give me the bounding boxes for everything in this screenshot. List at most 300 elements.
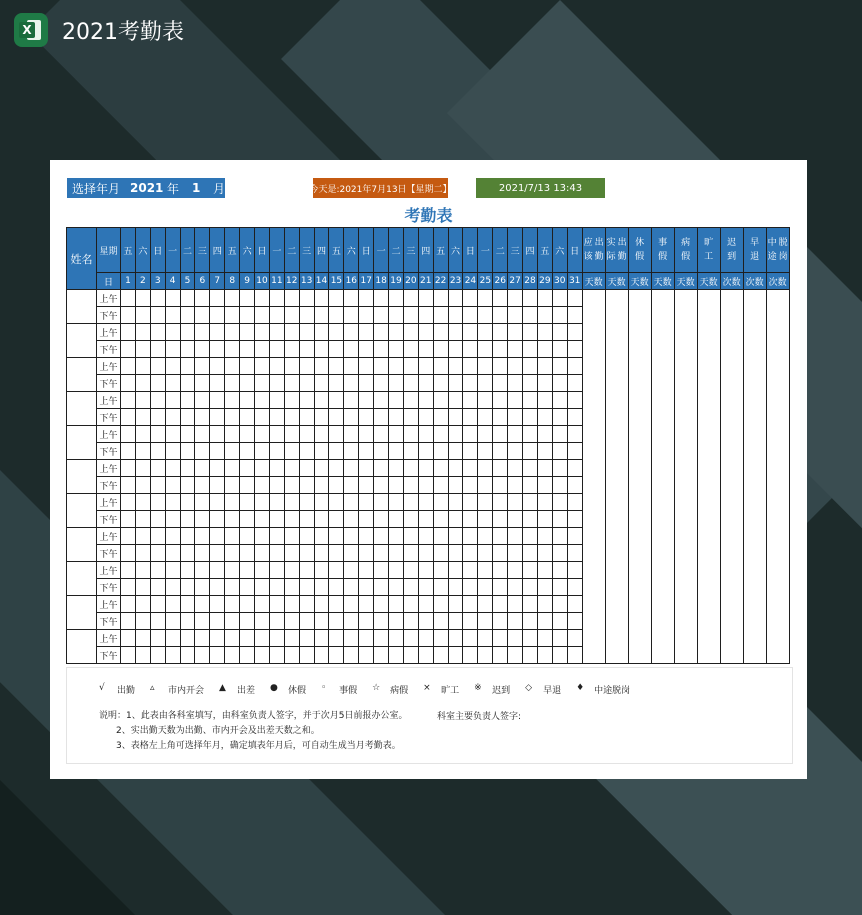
attendance-cell[interactable] <box>225 290 240 307</box>
employee-name-cell[interactable] <box>67 562 97 596</box>
attendance-cell[interactable] <box>269 579 284 596</box>
attendance-cell[interactable] <box>165 324 180 341</box>
attendance-cell[interactable] <box>508 494 523 511</box>
attendance-cell[interactable] <box>210 460 225 477</box>
attendance-cell[interactable] <box>225 307 240 324</box>
attendance-cell[interactable] <box>463 613 478 630</box>
attendance-cell[interactable] <box>448 630 463 647</box>
employee-name-cell[interactable] <box>67 528 97 562</box>
attendance-cell[interactable] <box>403 324 418 341</box>
attendance-cell[interactable] <box>150 409 165 426</box>
attendance-cell[interactable] <box>269 630 284 647</box>
attendance-cell[interactable] <box>269 341 284 358</box>
attendance-cell[interactable] <box>329 460 344 477</box>
attendance-cell[interactable] <box>329 562 344 579</box>
attendance-cell[interactable] <box>284 613 299 630</box>
attendance-cell[interactable] <box>195 307 210 324</box>
attendance-cell[interactable] <box>433 426 448 443</box>
attendance-cell[interactable] <box>359 324 374 341</box>
attendance-cell[interactable] <box>180 443 195 460</box>
attendance-cell[interactable] <box>403 375 418 392</box>
attendance-cell[interactable] <box>135 307 150 324</box>
attendance-cell[interactable] <box>463 341 478 358</box>
attendance-cell[interactable] <box>269 477 284 494</box>
attendance-cell[interactable] <box>463 511 478 528</box>
attendance-cell[interactable] <box>463 545 478 562</box>
attendance-cell[interactable] <box>299 647 314 664</box>
attendance-cell[interactable] <box>389 477 404 494</box>
attendance-cell[interactable] <box>314 324 329 341</box>
attendance-cell[interactable] <box>478 307 493 324</box>
attendance-cell[interactable] <box>567 596 582 613</box>
attendance-cell[interactable] <box>463 324 478 341</box>
attendance-cell[interactable] <box>478 392 493 409</box>
attendance-cell[interactable] <box>314 426 329 443</box>
attendance-cell[interactable] <box>150 358 165 375</box>
attendance-cell[interactable] <box>389 392 404 409</box>
attendance-cell[interactable] <box>567 647 582 664</box>
attendance-cell[interactable] <box>463 443 478 460</box>
attendance-cell[interactable] <box>210 511 225 528</box>
attendance-cell[interactable] <box>240 511 255 528</box>
attendance-cell[interactable] <box>359 375 374 392</box>
attendance-cell[interactable] <box>403 579 418 596</box>
attendance-cell[interactable] <box>389 307 404 324</box>
attendance-cell[interactable] <box>344 596 359 613</box>
attendance-cell[interactable] <box>314 545 329 562</box>
attendance-cell[interactable] <box>374 324 389 341</box>
attendance-cell[interactable] <box>299 630 314 647</box>
attendance-cell[interactable] <box>180 409 195 426</box>
attendance-cell[interactable] <box>523 324 538 341</box>
attendance-cell[interactable] <box>284 443 299 460</box>
year-value[interactable]: 2021 <box>130 181 164 195</box>
attendance-cell[interactable] <box>180 562 195 579</box>
attendance-cell[interactable] <box>329 443 344 460</box>
attendance-cell[interactable] <box>359 596 374 613</box>
attendance-cell[interactable] <box>493 409 508 426</box>
attendance-cell[interactable] <box>403 460 418 477</box>
attendance-cell[interactable] <box>121 528 136 545</box>
attendance-cell[interactable] <box>255 460 270 477</box>
attendance-cell[interactable] <box>165 341 180 358</box>
attendance-cell[interactable] <box>210 579 225 596</box>
attendance-cell[interactable] <box>180 392 195 409</box>
attendance-cell[interactable] <box>374 375 389 392</box>
attendance-cell[interactable] <box>299 443 314 460</box>
attendance-cell[interactable] <box>567 528 582 545</box>
attendance-cell[interactable] <box>240 409 255 426</box>
attendance-cell[interactable] <box>537 545 552 562</box>
attendance-cell[interactable] <box>225 562 240 579</box>
attendance-cell[interactable] <box>255 562 270 579</box>
attendance-cell[interactable] <box>150 579 165 596</box>
attendance-cell[interactable] <box>508 409 523 426</box>
summary-cell[interactable] <box>766 290 789 664</box>
attendance-cell[interactable] <box>225 477 240 494</box>
attendance-cell[interactable] <box>552 545 567 562</box>
attendance-cell[interactable] <box>493 426 508 443</box>
attendance-cell[interactable] <box>478 528 493 545</box>
attendance-cell[interactable] <box>433 647 448 664</box>
attendance-cell[interactable] <box>433 477 448 494</box>
attendance-cell[interactable] <box>255 341 270 358</box>
attendance-cell[interactable] <box>552 409 567 426</box>
attendance-cell[interactable] <box>552 290 567 307</box>
attendance-cell[interactable] <box>240 358 255 375</box>
attendance-cell[interactable] <box>552 511 567 528</box>
attendance-cell[interactable] <box>418 630 433 647</box>
attendance-cell[interactable] <box>344 477 359 494</box>
employee-name-cell[interactable] <box>67 494 97 528</box>
attendance-cell[interactable] <box>493 528 508 545</box>
attendance-cell[interactable] <box>567 426 582 443</box>
attendance-cell[interactable] <box>433 630 448 647</box>
attendance-cell[interactable] <box>240 494 255 511</box>
attendance-cell[interactable] <box>240 630 255 647</box>
attendance-cell[interactable] <box>433 494 448 511</box>
attendance-cell[interactable] <box>314 392 329 409</box>
attendance-cell[interactable] <box>195 562 210 579</box>
attendance-cell[interactable] <box>329 341 344 358</box>
attendance-cell[interactable] <box>329 596 344 613</box>
attendance-cell[interactable] <box>165 443 180 460</box>
attendance-cell[interactable] <box>240 647 255 664</box>
attendance-cell[interactable] <box>508 460 523 477</box>
attendance-cell[interactable] <box>552 528 567 545</box>
attendance-cell[interactable] <box>210 409 225 426</box>
attendance-cell[interactable] <box>329 545 344 562</box>
attendance-cell[interactable] <box>240 562 255 579</box>
attendance-cell[interactable] <box>523 375 538 392</box>
attendance-cell[interactable] <box>374 545 389 562</box>
attendance-cell[interactable] <box>284 341 299 358</box>
attendance-cell[interactable] <box>389 528 404 545</box>
attendance-cell[interactable] <box>195 324 210 341</box>
attendance-cell[interactable] <box>165 630 180 647</box>
attendance-cell[interactable] <box>478 409 493 426</box>
attendance-cell[interactable] <box>493 324 508 341</box>
attendance-cell[interactable] <box>478 290 493 307</box>
attendance-cell[interactable] <box>165 613 180 630</box>
attendance-cell[interactable] <box>210 528 225 545</box>
attendance-cell[interactable] <box>493 545 508 562</box>
attendance-cell[interactable] <box>463 409 478 426</box>
attendance-cell[interactable] <box>329 477 344 494</box>
attendance-cell[interactable] <box>552 460 567 477</box>
attendance-cell[interactable] <box>448 647 463 664</box>
attendance-cell[interactable] <box>180 477 195 494</box>
attendance-cell[interactable] <box>359 579 374 596</box>
attendance-cell[interactable] <box>225 630 240 647</box>
attendance-cell[interactable] <box>240 392 255 409</box>
attendance-cell[interactable] <box>493 358 508 375</box>
attendance-cell[interactable] <box>493 375 508 392</box>
attendance-cell[interactable] <box>403 511 418 528</box>
attendance-cell[interactable] <box>165 307 180 324</box>
attendance-cell[interactable] <box>418 409 433 426</box>
attendance-cell[interactable] <box>523 443 538 460</box>
summary-cell[interactable] <box>605 290 628 664</box>
attendance-cell[interactable] <box>448 528 463 545</box>
summary-cell[interactable] <box>651 290 674 664</box>
attendance-cell[interactable] <box>255 426 270 443</box>
attendance-cell[interactable] <box>508 630 523 647</box>
attendance-cell[interactable] <box>225 647 240 664</box>
attendance-cell[interactable] <box>552 392 567 409</box>
attendance-cell[interactable] <box>537 477 552 494</box>
attendance-cell[interactable] <box>344 375 359 392</box>
attendance-cell[interactable] <box>403 630 418 647</box>
attendance-cell[interactable] <box>150 341 165 358</box>
attendance-cell[interactable] <box>552 443 567 460</box>
attendance-cell[interactable] <box>180 579 195 596</box>
attendance-cell[interactable] <box>210 290 225 307</box>
attendance-cell[interactable] <box>255 392 270 409</box>
attendance-cell[interactable] <box>121 375 136 392</box>
attendance-cell[interactable] <box>374 426 389 443</box>
attendance-cell[interactable] <box>121 443 136 460</box>
attendance-cell[interactable] <box>418 477 433 494</box>
attendance-cell[interactable] <box>389 443 404 460</box>
attendance-cell[interactable] <box>418 358 433 375</box>
attendance-cell[interactable] <box>165 358 180 375</box>
attendance-cell[interactable] <box>344 511 359 528</box>
attendance-cell[interactable] <box>433 375 448 392</box>
attendance-cell[interactable] <box>418 341 433 358</box>
attendance-cell[interactable] <box>121 341 136 358</box>
attendance-cell[interactable] <box>403 392 418 409</box>
attendance-cell[interactable] <box>195 630 210 647</box>
attendance-cell[interactable] <box>269 290 284 307</box>
attendance-cell[interactable] <box>240 477 255 494</box>
attendance-cell[interactable] <box>493 290 508 307</box>
attendance-cell[interactable] <box>269 545 284 562</box>
attendance-cell[interactable] <box>389 511 404 528</box>
attendance-cell[interactable] <box>374 290 389 307</box>
attendance-cell[interactable] <box>433 324 448 341</box>
attendance-cell[interactable] <box>433 409 448 426</box>
attendance-cell[interactable] <box>180 426 195 443</box>
attendance-cell[interactable] <box>121 324 136 341</box>
attendance-cell[interactable] <box>389 324 404 341</box>
attendance-cell[interactable] <box>448 324 463 341</box>
attendance-cell[interactable] <box>403 409 418 426</box>
attendance-cell[interactable] <box>567 545 582 562</box>
attendance-cell[interactable] <box>403 528 418 545</box>
attendance-cell[interactable] <box>195 426 210 443</box>
attendance-cell[interactable] <box>493 613 508 630</box>
attendance-cell[interactable] <box>269 494 284 511</box>
attendance-cell[interactable] <box>493 307 508 324</box>
attendance-cell[interactable] <box>225 426 240 443</box>
attendance-cell[interactable] <box>240 613 255 630</box>
attendance-cell[interactable] <box>329 324 344 341</box>
attendance-cell[interactable] <box>135 562 150 579</box>
employee-name-cell[interactable] <box>67 324 97 358</box>
attendance-cell[interactable] <box>359 528 374 545</box>
attendance-cell[interactable] <box>121 596 136 613</box>
attendance-cell[interactable] <box>314 528 329 545</box>
attendance-cell[interactable] <box>508 341 523 358</box>
attendance-cell[interactable] <box>165 290 180 307</box>
attendance-cell[interactable] <box>255 545 270 562</box>
attendance-cell[interactable] <box>344 545 359 562</box>
attendance-cell[interactable] <box>359 647 374 664</box>
attendance-cell[interactable] <box>314 494 329 511</box>
attendance-cell[interactable] <box>448 477 463 494</box>
attendance-cell[interactable] <box>135 647 150 664</box>
attendance-cell[interactable] <box>240 443 255 460</box>
attendance-cell[interactable] <box>210 647 225 664</box>
attendance-cell[interactable] <box>448 358 463 375</box>
attendance-cell[interactable] <box>478 545 493 562</box>
attendance-cell[interactable] <box>478 460 493 477</box>
attendance-cell[interactable] <box>448 409 463 426</box>
attendance-cell[interactable] <box>493 341 508 358</box>
attendance-cell[interactable] <box>433 392 448 409</box>
attendance-cell[interactable] <box>567 579 582 596</box>
attendance-cell[interactable] <box>240 307 255 324</box>
attendance-cell[interactable] <box>374 460 389 477</box>
attendance-cell[interactable] <box>135 545 150 562</box>
attendance-cell[interactable] <box>284 647 299 664</box>
attendance-cell[interactable] <box>180 511 195 528</box>
attendance-cell[interactable] <box>195 443 210 460</box>
attendance-cell[interactable] <box>165 511 180 528</box>
attendance-cell[interactable] <box>269 613 284 630</box>
attendance-cell[interactable] <box>567 443 582 460</box>
attendance-cell[interactable] <box>523 596 538 613</box>
attendance-cell[interactable] <box>150 324 165 341</box>
attendance-cell[interactable] <box>448 511 463 528</box>
attendance-cell[interactable] <box>314 613 329 630</box>
attendance-cell[interactable] <box>299 307 314 324</box>
attendance-cell[interactable] <box>269 511 284 528</box>
attendance-cell[interactable] <box>344 443 359 460</box>
attendance-cell[interactable] <box>359 409 374 426</box>
attendance-cell[interactable] <box>284 545 299 562</box>
attendance-cell[interactable] <box>389 290 404 307</box>
attendance-cell[interactable] <box>344 494 359 511</box>
attendance-cell[interactable] <box>537 307 552 324</box>
attendance-cell[interactable] <box>463 392 478 409</box>
attendance-cell[interactable] <box>448 460 463 477</box>
attendance-cell[interactable] <box>478 443 493 460</box>
attendance-cell[interactable] <box>150 477 165 494</box>
attendance-cell[interactable] <box>299 460 314 477</box>
attendance-cell[interactable] <box>448 290 463 307</box>
attendance-cell[interactable] <box>418 426 433 443</box>
attendance-cell[interactable] <box>478 477 493 494</box>
attendance-cell[interactable] <box>463 596 478 613</box>
attendance-cell[interactable] <box>195 341 210 358</box>
attendance-cell[interactable] <box>299 511 314 528</box>
attendance-cell[interactable] <box>165 562 180 579</box>
attendance-cell[interactable] <box>255 647 270 664</box>
attendance-cell[interactable] <box>403 290 418 307</box>
attendance-cell[interactable] <box>389 579 404 596</box>
attendance-cell[interactable] <box>374 341 389 358</box>
attendance-cell[interactable] <box>195 596 210 613</box>
attendance-cell[interactable] <box>269 460 284 477</box>
attendance-cell[interactable] <box>269 647 284 664</box>
attendance-cell[interactable] <box>329 647 344 664</box>
attendance-cell[interactable] <box>284 562 299 579</box>
attendance-cell[interactable] <box>195 460 210 477</box>
attendance-cell[interactable] <box>255 358 270 375</box>
attendance-cell[interactable] <box>180 341 195 358</box>
attendance-cell[interactable] <box>121 290 136 307</box>
attendance-cell[interactable] <box>150 307 165 324</box>
attendance-cell[interactable] <box>284 460 299 477</box>
attendance-cell[interactable] <box>240 528 255 545</box>
attendance-cell[interactable] <box>344 647 359 664</box>
attendance-cell[interactable] <box>329 409 344 426</box>
attendance-cell[interactable] <box>418 392 433 409</box>
attendance-cell[interactable] <box>478 562 493 579</box>
attendance-cell[interactable] <box>121 579 136 596</box>
attendance-cell[interactable] <box>537 375 552 392</box>
attendance-cell[interactable] <box>374 307 389 324</box>
attendance-cell[interactable] <box>463 307 478 324</box>
attendance-cell[interactable] <box>299 494 314 511</box>
attendance-cell[interactable] <box>269 562 284 579</box>
attendance-cell[interactable] <box>567 477 582 494</box>
attendance-cell[interactable] <box>210 562 225 579</box>
attendance-cell[interactable] <box>523 528 538 545</box>
attendance-cell[interactable] <box>433 562 448 579</box>
employee-name-cell[interactable] <box>67 630 97 664</box>
attendance-cell[interactable] <box>299 596 314 613</box>
attendance-cell[interactable] <box>135 511 150 528</box>
attendance-cell[interactable] <box>344 630 359 647</box>
attendance-cell[interactable] <box>389 545 404 562</box>
attendance-cell[interactable] <box>508 613 523 630</box>
attendance-cell[interactable] <box>299 426 314 443</box>
attendance-cell[interactable] <box>195 613 210 630</box>
attendance-cell[interactable] <box>552 579 567 596</box>
attendance-cell[interactable] <box>299 358 314 375</box>
attendance-cell[interactable] <box>448 579 463 596</box>
attendance-cell[interactable] <box>433 290 448 307</box>
attendance-cell[interactable] <box>508 647 523 664</box>
attendance-cell[interactable] <box>150 545 165 562</box>
attendance-cell[interactable] <box>210 477 225 494</box>
employee-name-cell[interactable] <box>67 426 97 460</box>
attendance-cell[interactable] <box>374 647 389 664</box>
attendance-cell[interactable] <box>255 511 270 528</box>
attendance-cell[interactable] <box>135 341 150 358</box>
attendance-cell[interactable] <box>389 358 404 375</box>
attendance-cell[interactable] <box>418 596 433 613</box>
attendance-cell[interactable] <box>433 460 448 477</box>
attendance-cell[interactable] <box>537 341 552 358</box>
attendance-cell[interactable] <box>463 460 478 477</box>
attendance-cell[interactable] <box>537 562 552 579</box>
attendance-cell[interactable] <box>537 579 552 596</box>
attendance-cell[interactable] <box>240 596 255 613</box>
attendance-cell[interactable] <box>255 307 270 324</box>
attendance-cell[interactable] <box>150 562 165 579</box>
attendance-cell[interactable] <box>225 494 240 511</box>
attendance-cell[interactable] <box>537 358 552 375</box>
attendance-cell[interactable] <box>418 562 433 579</box>
attendance-cell[interactable] <box>463 630 478 647</box>
attendance-cell[interactable] <box>523 290 538 307</box>
attendance-cell[interactable] <box>329 630 344 647</box>
attendance-cell[interactable] <box>344 392 359 409</box>
